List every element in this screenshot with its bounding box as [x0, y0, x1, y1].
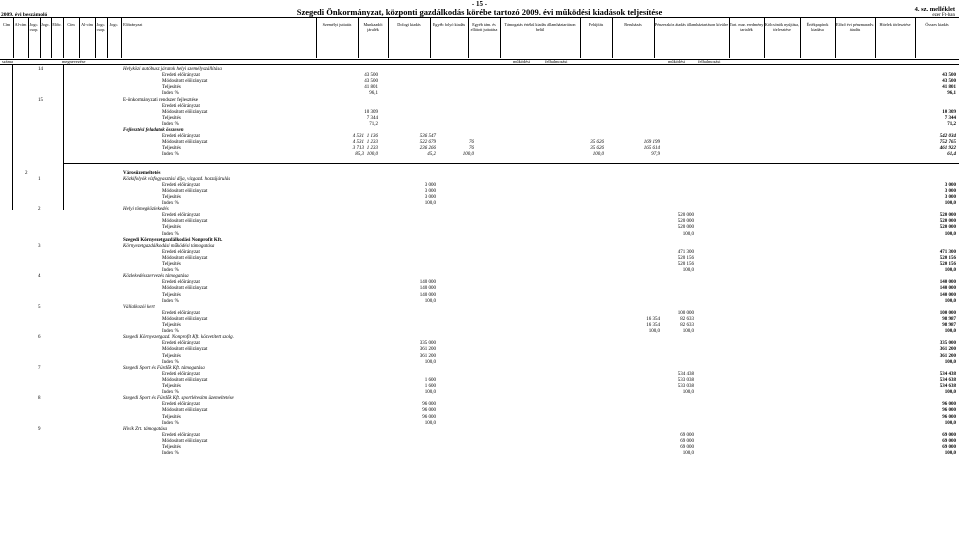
row-value: 82 633 — [680, 316, 694, 322]
row-label: Index % — [162, 121, 179, 127]
block-title: Szegedi Környezetgazd. Nonprofit Kft. közvetített szolg. — [123, 335, 234, 341]
row-value: 97,9 — [651, 152, 660, 158]
block-number: 7 — [38, 365, 41, 371]
row-value: 140 000 — [419, 286, 436, 292]
row-value: 100,0 — [424, 201, 436, 206]
row-label: Teljesítés — [162, 292, 181, 298]
row-value: 140 000 — [939, 286, 956, 292]
row-value: 3 000 — [424, 194, 436, 200]
row-value: 7 344 — [366, 115, 378, 121]
block-title: Szegedi Sport és Fürdők Kft. sportlétesítm üzemeltetése — [123, 396, 234, 402]
block-title: Helyközi autóbusz járatok helyi személyszállítása — [123, 67, 222, 72]
row-label: Teljesítés — [162, 353, 181, 359]
row-value: 1 136 — [366, 134, 378, 140]
column-header: Felújítás — [588, 22, 604, 27]
row-label: Eredeti előirányzat — [162, 310, 200, 316]
row-value: 534 638 — [939, 377, 956, 383]
column-header: Beruházás — [624, 22, 642, 27]
column-divider — [121, 17, 122, 58]
column-divider — [835, 17, 836, 58]
row-value: 35 626 — [590, 146, 604, 152]
column-divider — [40, 17, 41, 58]
row-value: 520 000 — [939, 225, 956, 231]
row-value: 100,0 — [592, 152, 604, 158]
column-header: Al-cím — [81, 22, 93, 27]
row-label: Index % — [162, 390, 179, 396]
row-value: 361 200 — [419, 353, 436, 359]
row-label: Eredeti előirányzat — [162, 371, 200, 377]
row-label: Eredeti előirányzat — [162, 213, 200, 219]
row-value: 335 000 — [419, 341, 436, 347]
row-label: Teljesítés — [162, 85, 181, 91]
column-divider — [51, 17, 52, 58]
row-value: 3 000 — [944, 194, 956, 200]
row-value: 236 266 — [419, 146, 436, 152]
column-header: Cím — [67, 22, 75, 27]
row-value: 100,0 — [682, 231, 694, 237]
row-value: 100 000 — [939, 310, 956, 316]
column-header: Értékpapírok kiadása — [806, 22, 829, 32]
column-header: Tart. mar. eredmény tartalék — [729, 22, 764, 32]
row-value: 361 200 — [939, 353, 956, 359]
row-label: Eredeti előirányzat — [162, 182, 200, 188]
row-value: 1 233 — [366, 140, 378, 146]
column-header: Előir. — [52, 22, 62, 27]
row-label: Index % — [162, 451, 179, 457]
row-value: 1 233 — [366, 146, 378, 152]
row-value: 69 000 — [680, 445, 694, 450]
row-value: 520 000 — [939, 213, 956, 219]
row-value: 96 000 — [422, 414, 436, 420]
row-value: 61,4 — [947, 152, 956, 158]
column-header: Egyéb tám. és ellátott juttatása — [470, 22, 498, 32]
row-value: 98 987 — [942, 323, 956, 328]
row-value: 41 801 — [942, 85, 956, 91]
column-header: Támogatás értékű kiadás államháztartáson belül — [504, 22, 576, 32]
row-value: 471 300 — [939, 249, 956, 255]
row-value: 100,0 — [944, 201, 956, 206]
block-title: Szegedi Sport és Fürdők Kft. támogatása — [123, 365, 205, 371]
block-title: Szegedi Környezetgazdálkodási Nonprofit Kft. — [123, 237, 223, 243]
row-label: Teljesítés — [162, 146, 181, 152]
column-header: Egyéb folyó kiadás — [432, 22, 466, 27]
row-value: 69 000 — [942, 438, 956, 444]
row-value: 35 626 — [590, 140, 604, 146]
column-header: Jogc. csop. — [29, 22, 39, 32]
block-title: Fejlesztési feladatok összesen — [123, 128, 184, 133]
row-value: 100,0 — [682, 451, 694, 457]
column-header: Hitelek törlesztése — [879, 22, 911, 27]
row-label: Módosított előirányzat — [162, 255, 208, 261]
row-value: 3 000 — [944, 182, 956, 188]
row-label: Index % — [162, 329, 179, 335]
row-value: 100,0 — [424, 420, 436, 426]
sub-megnevezese: megnevezése — [62, 59, 86, 64]
column-divider — [316, 17, 317, 58]
block-number: 14 — [38, 67, 43, 72]
row-label: Teljesítés — [162, 115, 181, 121]
block-title: E-önkormányzati rendszer fejlesztése — [123, 97, 198, 103]
row-label: Eredeti előirányzat — [162, 432, 200, 438]
row-value: 96,1 — [369, 91, 378, 97]
row-label: Index % — [162, 152, 179, 158]
block-number: 5 — [38, 304, 41, 310]
row-label: Módosított előirányzat — [162, 109, 208, 115]
block-number: 1 — [38, 176, 41, 182]
row-label: Módosított előirányzat — [162, 377, 208, 383]
row-label: Módosított előirányzat — [162, 286, 208, 292]
column-divider — [800, 17, 801, 58]
row-label: Módosított előirányzat — [162, 347, 208, 353]
row-value: 3 000 — [944, 188, 956, 194]
row-value: 69 000 — [942, 445, 956, 450]
column-divider — [612, 17, 613, 58]
row-value: 534 638 — [939, 384, 956, 389]
column-divider — [13, 17, 14, 58]
row-label: Eredeti előirányzat — [162, 402, 200, 408]
row-value: 534 438 — [677, 371, 694, 377]
row-value: 100,0 — [462, 152, 474, 158]
row-value: 4 531 — [352, 140, 364, 146]
row-value: 361 200 — [939, 347, 956, 353]
row-value: 43 500 — [942, 73, 956, 79]
page-title: Szegedi Önkormányzat, központi gazdálkodás körébe tartozó 2009. évi működési kiadások teljesítése — [296, 7, 663, 17]
row-divider-line — [63, 65, 64, 210]
row-value: 100,0 — [366, 152, 378, 158]
row-value: 16 354 — [646, 316, 660, 322]
section-separator — [64, 163, 959, 164]
row-value: 520 000 — [677, 213, 694, 219]
row-value: 100,0 — [944, 451, 956, 457]
row-label: Teljesítés — [162, 445, 181, 450]
row-value: 69 000 — [942, 432, 956, 438]
row-value: 96 000 — [942, 414, 956, 420]
row-label: Módosított előirányzat — [162, 188, 208, 194]
column-header: Személyi juttatás — [322, 22, 352, 27]
row-value: 542 034 — [939, 134, 956, 140]
column-divider — [468, 17, 469, 58]
row-value: 96 000 — [422, 408, 436, 414]
unit-label: ezer Ft-ban — [932, 13, 955, 18]
block-title: Vállalkozói kert — [123, 304, 155, 310]
block-number: 6 — [38, 335, 41, 341]
column-divider — [764, 17, 765, 58]
row-label: Index % — [162, 91, 179, 97]
block-title: Környezetgazdálkodási működési támogatása — [123, 243, 215, 249]
block-number: 15 — [38, 97, 43, 103]
row-value: 4 531 — [352, 134, 364, 140]
table-subheader — [0, 59, 959, 65]
row-value: 520 156 — [939, 262, 956, 267]
row-value: 100,0 — [944, 268, 956, 274]
row-label: Index % — [162, 231, 179, 237]
column-header: Előző évi pénzmaradv. átadás — [835, 22, 875, 32]
section-title: Városüzemeltetés — [123, 170, 161, 176]
row-value: 100,0 — [944, 420, 956, 426]
column-header: Összes kiadás — [925, 22, 949, 27]
column-header: Kölcsönök nyújtása, törlesztése — [764, 22, 800, 32]
row-value: 520 156 — [939, 255, 956, 261]
row-value: 3 000 — [424, 182, 436, 188]
row-value: 534 438 — [939, 371, 956, 377]
row-value: 100,0 — [424, 390, 436, 396]
row-value: 7 344 — [944, 115, 956, 121]
column-divider — [358, 17, 359, 58]
row-value: 10 309 — [364, 109, 378, 115]
row-value: 752 765 — [939, 140, 956, 146]
row-label: Eredeti előirányzat — [162, 280, 200, 286]
row-value: 165 614 — [643, 146, 660, 152]
row-value: 520 000 — [677, 225, 694, 231]
block-number: 9 — [38, 426, 41, 432]
row-label: Eredeti előirányzat — [162, 134, 200, 140]
row-value: 140 000 — [939, 280, 956, 286]
row-label: Eredeti előirányzat — [162, 103, 200, 109]
row-value: 3 000 — [424, 188, 436, 194]
row-value: 100,0 — [944, 231, 956, 237]
row-value: 41 801 — [364, 85, 378, 91]
row-label: Index % — [162, 201, 179, 206]
row-value: 522 679 — [419, 140, 436, 146]
row-value: 43 500 — [364, 73, 378, 79]
block-title: Közlekedésszervezés támogatása — [123, 274, 189, 280]
column-divider — [388, 17, 389, 58]
sub-felhalmozasi-2: felhalmozási — [698, 59, 721, 64]
row-label: Index % — [162, 420, 179, 426]
row-label: Módosított előirányzat — [162, 219, 208, 225]
column-divider — [915, 17, 916, 58]
row-value: 335 000 — [939, 341, 956, 347]
column-divider — [430, 17, 431, 58]
row-value: 1 600 — [424, 377, 436, 383]
row-value: 96 000 — [942, 402, 956, 408]
row-value: 100,0 — [682, 390, 694, 396]
column-divider — [63, 17, 64, 58]
row-value: 100,0 — [682, 268, 694, 274]
row-label: Eredeti előirányzat — [162, 73, 200, 79]
column-divider — [107, 17, 108, 58]
column-header: Munkaadói járulék — [363, 22, 383, 32]
row-value: 10 309 — [942, 109, 956, 115]
row-label: Teljesítés — [162, 384, 181, 389]
row-label: Teljesítés — [162, 323, 181, 328]
block-number: 8 — [38, 396, 41, 402]
row-value: 43 500 — [942, 79, 956, 85]
row-value: 96 000 — [942, 408, 956, 414]
row-value: 69 000 — [680, 438, 694, 444]
row-value: 96 000 — [422, 402, 436, 408]
block-number: 3 — [38, 243, 41, 249]
column-header: Dologi kiadás — [397, 22, 421, 27]
row-label: Módosított előirányzat — [162, 408, 208, 414]
row-divider-line — [12, 65, 13, 210]
row-value: 100,0 — [944, 390, 956, 396]
column-divider — [28, 17, 29, 58]
column-divider — [729, 17, 730, 58]
row-value: 140 000 — [939, 292, 956, 298]
row-value: 76 — [469, 140, 474, 146]
row-value: 100,0 — [944, 298, 956, 304]
column-divider — [500, 17, 501, 58]
row-value: 520 000 — [677, 219, 694, 225]
sub-mukodesi-2: működési — [668, 59, 686, 64]
sub-mukodesi-1: működési — [513, 59, 531, 64]
column-header: Jogc. — [41, 22, 50, 27]
column-header: Cím — [2, 22, 11, 27]
column-header: Jogc. — [109, 22, 119, 27]
row-value: 100,0 — [424, 359, 436, 365]
attachment-label: 4. sz. melléklet — [914, 6, 955, 13]
block-title: Közkifolyók vízfogyasztási díja, vízgazd. hozzájárulás — [123, 176, 231, 182]
column-divider — [95, 17, 96, 58]
row-value: 3 713 — [352, 146, 364, 152]
row-value: 536 547 — [419, 134, 436, 140]
column-header: Jogc. csop. — [96, 22, 106, 32]
row-value: 100,0 — [944, 359, 956, 365]
row-value: 361 200 — [419, 347, 436, 353]
row-value: 520 000 — [939, 219, 956, 225]
row-label: Eredeti előirányzat — [162, 249, 200, 255]
row-value: 533 038 — [677, 377, 694, 383]
column-header: Al-cím — [14, 22, 27, 27]
row-value: 100,0 — [648, 329, 660, 335]
row-value: 96,1 — [947, 91, 956, 97]
row-label: Index % — [162, 359, 179, 365]
row-value: 100,0 — [682, 329, 694, 335]
row-value: 140 000 — [419, 280, 436, 286]
block-title: Hivik Zrt. támogatása — [123, 426, 168, 432]
section-number: 2 — [25, 170, 28, 176]
row-value: 471 300 — [677, 249, 694, 255]
page-number: - 15 - — [471, 0, 488, 8]
block-title: Helyi tömegközlekedés — [123, 207, 169, 213]
row-value: 533 038 — [677, 384, 694, 389]
row-value: 461 922 — [939, 146, 956, 152]
row-value: 100,0 — [944, 329, 956, 335]
row-value: 520 156 — [677, 255, 694, 261]
column-header: Előirányzat — [123, 22, 143, 27]
row-value: 100,0 — [424, 298, 436, 304]
column-divider — [79, 17, 80, 58]
row-label: Módosított előirányzat — [162, 140, 208, 146]
sub-szama: száma — [2, 59, 13, 64]
sub-felhalmozasi-1: felhalmozási — [545, 59, 568, 64]
row-value: 100 000 — [677, 310, 694, 316]
block-number: 4 — [38, 274, 41, 280]
row-value: 69 000 — [680, 432, 694, 438]
row-value: 16 354 — [646, 323, 660, 328]
block-number: 2 — [38, 207, 41, 213]
row-label: Teljesítés — [162, 225, 181, 231]
year-report-label: 2009. évi beszámoló — [1, 12, 48, 18]
row-value: 82 633 — [680, 323, 694, 328]
row-label: Módosított előirányzat — [162, 316, 208, 322]
row-value: 43 500 — [364, 79, 378, 85]
row-label: Teljesítés — [162, 414, 181, 420]
row-value: 71,2 — [369, 121, 378, 127]
row-label: Teljesítés — [162, 194, 181, 200]
row-label: Módosított előirányzat — [162, 438, 208, 444]
column-header: Pénzeszköz átadás államháztartáson kívülre — [654, 22, 729, 27]
row-value: 85,3 — [355, 152, 364, 158]
column-divider — [580, 17, 581, 58]
row-label: Index % — [162, 298, 179, 304]
row-value: 45,2 — [427, 152, 436, 158]
row-label: Teljesítés — [162, 262, 181, 267]
row-value: 169 199 — [643, 140, 660, 146]
row-label: Eredeti előirányzat — [162, 341, 200, 347]
row-value: 140 000 — [419, 292, 436, 298]
row-value: 520 156 — [677, 262, 694, 267]
row-label: Index % — [162, 268, 179, 274]
row-value: 71,2 — [947, 121, 956, 127]
row-value: 98 987 — [942, 316, 956, 322]
column-divider — [654, 17, 655, 58]
row-label: Módosított előirányzat — [162, 79, 208, 85]
row-value: 76 — [469, 146, 474, 152]
column-divider — [875, 17, 876, 58]
row-value: 1 600 — [424, 384, 436, 389]
